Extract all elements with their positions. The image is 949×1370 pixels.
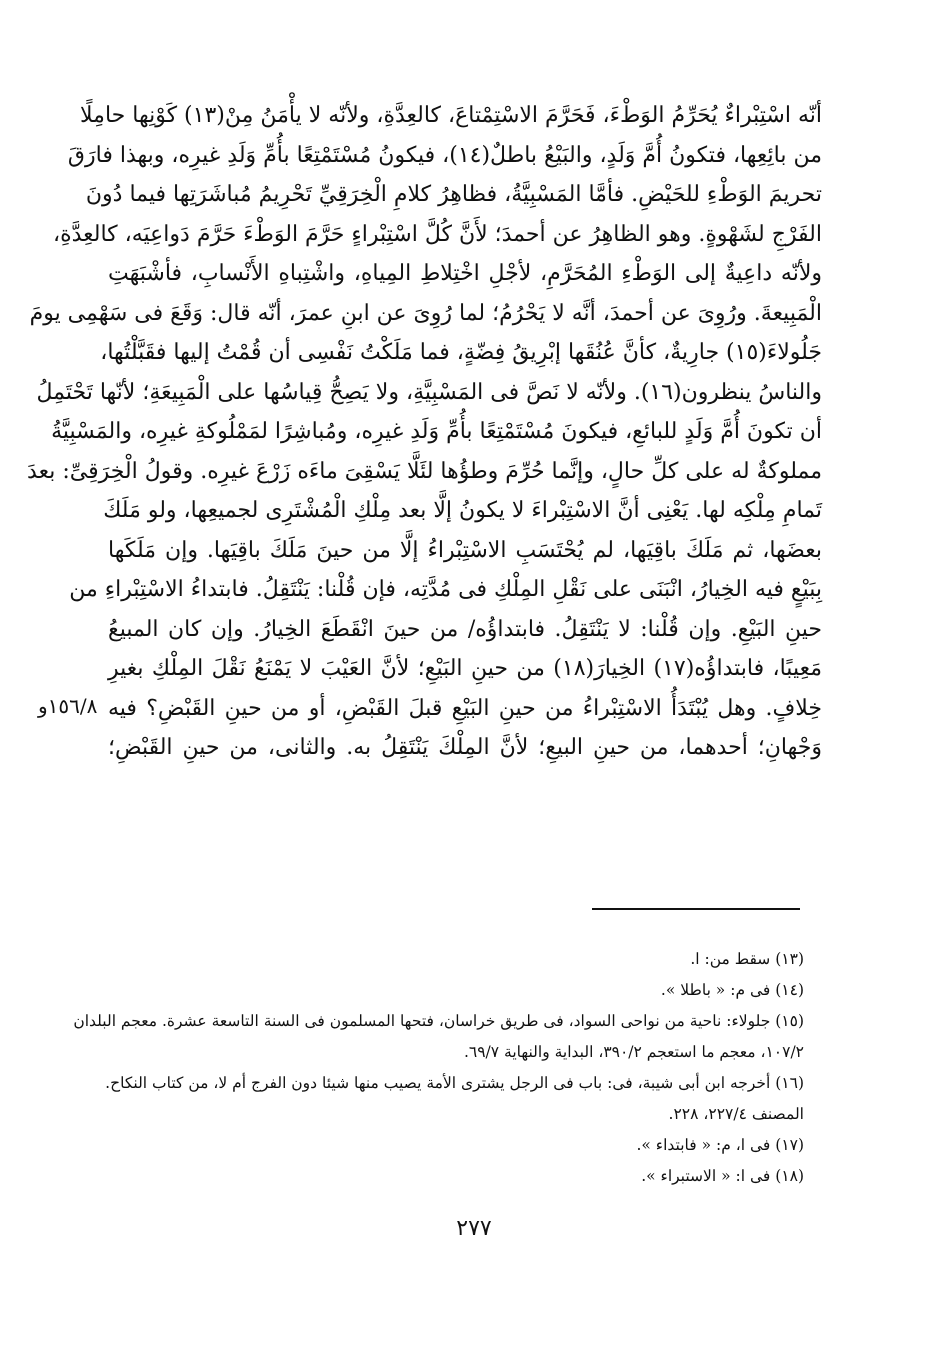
- footnote-line: (١٥) جلولاء: ناحية من نواحى السواد، فى طريق خراسان، فتحها المسلمون فى السنة التاسعة عشرة. معجم البلدان: [73, 1012, 804, 1030]
- text-line: الْمَبِيعةَ. ورُوِىَ عن أحمدَ، أنَّه لا يَحْرُمُ؛ لما رُوِىَ عن ابنِ عمرَ، أنّه قال: وَقَعَ فى سَهْمِى يومَ: [29, 300, 822, 326]
- text-line: تَمامِ مِلْكِه لها. يَعْنِى أنَّ الاسْتِبْراءَ لا يكونُ إلَّا بعد مِلْكِ الْمُشْتَرِى لجميعِها، ولو مَلَكَ: [103, 498, 822, 523]
- footnote-line: (١٧) فى ا، م: « فابتداء ».: [636, 1136, 804, 1154]
- text-line: بِبَيْعٍ فيه الخِيارُ، انْبَنَى على نَقْلِ المِلْكِ فى مُدَّتِه، فإن قُلْنا: يَنْتَقِلُ. فابتداءُ الاسْتِبْراءِ من: [69, 577, 822, 602]
- margin-folio-note: ١٥٦/٨و: [38, 694, 98, 718]
- page-number: ٢٧٧: [456, 1216, 492, 1241]
- text-line: من بائِعِها، فتكونُ أُمَّ وَلَدٍ، والبَيْعُ باطلٌ(١٤)، فيكونُ مُسْتَمْتِعًا بأُمِّ وَلَدِ غيرِه، وبهذا فارَقَ: [67, 142, 822, 168]
- footnote-line: المصنف ٢٢٧/٤، ٢٢٨.: [668, 1105, 804, 1123]
- footnote-line: (١٤) فى م: « باطلا ».: [660, 981, 804, 999]
- text-line: ولأنّه داعِيةٌ إلى الوَطْءِ المُحَرَّمِ، لأجْلِ اخْتِلاطِ المِياهِ، واشْتِباهِ الأَنْسابِ، فأشْبَهَتِ: [108, 261, 822, 286]
- text-line: تحريمَ الوَطْءِ للحَيْضِ. فأمَّا المَسْبِيَّةُ، فظاهِرُ كلامِ الْخِرَقِيِّ تَحْرِيمُ مُباشَرَتِها فيما دُونَ: [85, 182, 822, 207]
- text-line: مَعِيبًا، فابتداؤُه(١٧) الخِيارَ(١٨) من حينِ البَيْعِ؛ لأنَّ العَيْبَ لا يَمْنَعُ نَقْلَ المِلْكِ بغيرِ: [108, 656, 822, 681]
- text-line: حينِ البَيْعِ. وإن قُلْنا: لا يَنْتَقِلُ. فابتداؤُه/ من حينَ انْقَطَعَ الخِيارُ. وإن كان المبيعُ: [108, 616, 822, 642]
- text-line: بعضَها، ثم مَلَكَ باقِيَها، لم يُحْتَسَبِ الاسْتِبْراءُ إلَّا من حينَ مَلَكَ باقِيَها. وإن مَلَكَها: [108, 537, 822, 563]
- text-line: أن تكونَ أُمَّ وَلَدٍ للبائعِ، فيكونَ مُسْتَمْتِعًا بأُمِّ وَلَدِ غيرِه، ومُباشِرًا لمَمْلُوكةِ غيرِه، والمَسْبِيَّةُ: [51, 419, 822, 444]
- text-line: جَلُولاءَ(١٥) جارِيةٌ، كأنَّ عُنُقَها إبْرِيقُ فِضّةٍ، فما مَلَكْتُ نَفْسِى أن قُمْتُ إليها فقَبَّلْتُها،: [100, 340, 822, 365]
- footnote-line: (١٨) فى ا: « الاستبراء ».: [641, 1167, 804, 1185]
- text-line: الفَرْجِ لشَهْوةٍ. وهو الظاهِرُ عن أحمدَ؛ لأَنَّ كُلَّ اسْتِبْراءٍ حَرَّمَ الوَطْءَ حَرَّمَ دَواعِيَه، كالعِدَّةِ،: [52, 221, 822, 247]
- text-line: وَجْهانِ؛ أحدهما، من حينِ البيعِ؛ لأنَّ المِلْكَ يَنْتَقِلُ به. والثانى، من حينِ القَبْضِ؛: [108, 735, 822, 760]
- footnote-line: (١٦) أخرجه ابن أبى شيبة، فى: باب فى الرجل يشترى الأمة يصيب منها شيئا دون الفرج أم لا، من كتاب النكاح.: [105, 1074, 804, 1092]
- footnotes: [73, 944, 804, 1192]
- footnote-separator: [592, 908, 800, 910]
- text-line: خِلافٍ. وهل يُبْتَدَأُ الاسْتِبْراءُ من حينِ البَيْعِ قبلَ القَبْضِ، أو من حينِ القَبْضِ؟ فيه: [108, 695, 822, 721]
- footnote-line: ١٠٧/٢، معجم ما استعجم ٣٩٠/٢، البداية والنهاية ٦٩/٧.: [463, 1043, 804, 1061]
- footnote-line: (١٣) سقط من: ا.: [690, 950, 804, 968]
- text-line: والناسُ ينظرون(١٦). ولأنّه لا نَصَّ فى المَسْبِيَّةِ، ولا يَصِحُّ قِياسُها على الْمَبِيعَةِ؛ لأنّها تَحْتَمِلُ: [36, 379, 822, 405]
- text-line: مملوكةٌ له على كلِّ حالٍ، وإنَّما حُرِّمَ وطؤُها لئَلَّا يَسْقِىَ ماءَه زَرْعَ غيرِه. وقولُ الْخِرَقِىِّ: بعدَ: [27, 458, 822, 484]
- text-line: أنّه اسْتِبْراءٌ يُحَرِّمُ الوَطْءَ، فَحَرَّمَ الاسْتِمْتاعَ، كالعِدَّةِ، ولأنّه لا يأْمَنُ مِنْ(١٣) كَوْنِها حامِلًا: [80, 103, 822, 128]
